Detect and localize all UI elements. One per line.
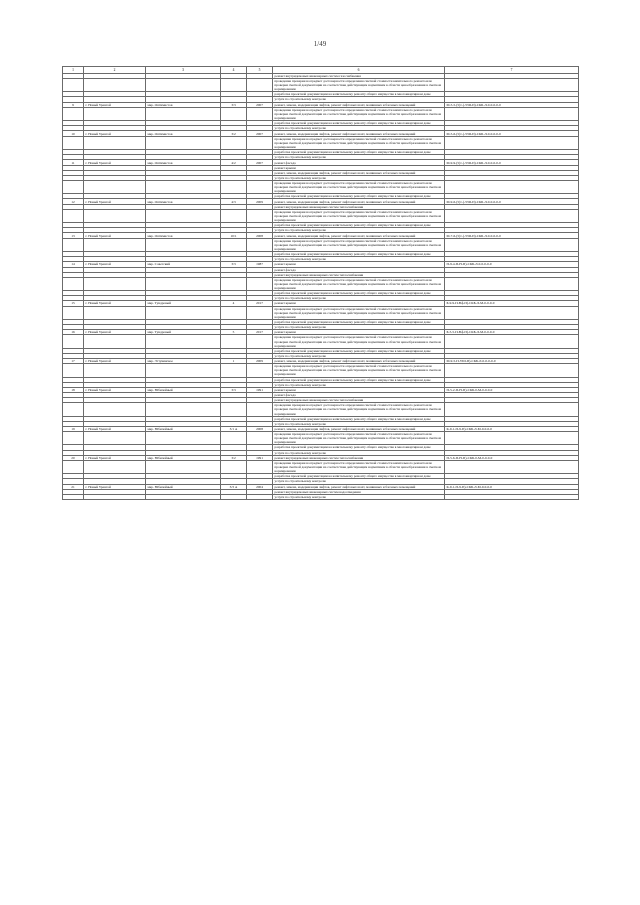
- work-type-cell: услуги по строительному контролю: [273, 155, 445, 160]
- work-type-cell: ремонт внутридомовых инженерных систем теплоснабжения: [273, 398, 445, 403]
- empty-cell: [221, 306, 247, 319]
- city-cell: г. Новый Уренгой: [84, 330, 146, 335]
- empty-cell: [146, 432, 221, 445]
- empty-cell: [221, 180, 247, 193]
- district-cell: мкр. Юбилейный: [146, 455, 221, 460]
- building-code-cell: М-5-6-(5)т-(-УШ-П)-СКБ-Л-0-0-0-0-0: [445, 131, 579, 136]
- house-number-cell: 3/3: [221, 262, 247, 267]
- work-type-cell: проведение проверки на предмет достоверности определения сметной стоимости капитального ремонта или проверки сметной документации на соответствие действующим нормативам в области ценообразования в сметном нормировании: [273, 180, 445, 193]
- district-cell: мкр. Советский: [146, 262, 221, 267]
- table-row: [63, 364, 579, 377]
- empty-cell: [84, 136, 146, 149]
- work-type-cell: услуги по строительному контролю: [273, 495, 445, 500]
- row-number-cell: 17: [63, 358, 84, 363]
- work-type-cell: разработка проектной документации на капитальному ремонту общего имущества в многоквартирном доме: [273, 92, 445, 97]
- empty-cell: [63, 432, 84, 445]
- empty-cell: [63, 306, 84, 319]
- year-cell: 1991: [247, 455, 273, 460]
- work-type-cell: ремонт внутридомовых инженерных систем газоснабжения: [273, 74, 445, 79]
- empty-cell: [146, 209, 221, 222]
- empty-cell: [84, 277, 146, 290]
- empty-cell: [146, 306, 221, 319]
- empty-cell: [84, 335, 146, 348]
- work-type-cell: ремонт фасада: [273, 393, 445, 398]
- table-header-row: [63, 67, 579, 74]
- empty-cell: [146, 335, 221, 348]
- work-type-cell: проведение проверки на предмет достоверности определения сметной стоимости капитального ремонта или проверки сметной документации на соответствие действующим нормативам в области ценообразования в сметном нормировании: [273, 364, 445, 377]
- empty-cell: [247, 136, 273, 149]
- work-type-cell: разработка проектной документации на капитальному ремонту общего имущества в многоквартирном доме: [273, 251, 445, 256]
- work-type-cell: разработка проектной документации на капитальному ремонту общего имущества в многоквартирном доме: [273, 348, 445, 353]
- empty-cell: [63, 238, 84, 251]
- year-cell: 2009: [247, 199, 273, 204]
- empty-cell: [146, 277, 221, 290]
- empty-cell: [247, 461, 273, 474]
- work-type-cell: услуги по строительному контролю: [273, 175, 445, 180]
- empty-cell: [146, 107, 221, 120]
- empty-cell: [63, 335, 84, 348]
- building-code-cell: М-5-5-(5)т-(-УШ-П)-СКБ-Л-0-0-0-0-0: [445, 102, 579, 107]
- empty-cell: [445, 107, 579, 120]
- year-cell: 2008: [247, 426, 273, 431]
- row-number-cell: 19: [63, 426, 84, 431]
- building-code-cell: М-9-5-П-УШ-П)-СКБ-Л-0-0-0-0-0: [445, 358, 579, 363]
- col-header-6: 6: [273, 67, 445, 74]
- empty-cell: [84, 495, 146, 500]
- city-cell: г. Новый Уренгой: [84, 262, 146, 267]
- empty-cell: [445, 79, 579, 92]
- empty-cell: [221, 335, 247, 348]
- work-type-cell: ремонт крыши: [273, 165, 445, 170]
- empty-cell: [445, 180, 579, 193]
- district-cell: мкр. Оптимистов: [146, 102, 221, 107]
- row-number-cell: 15: [63, 301, 84, 306]
- year-cell: 2009: [247, 358, 273, 363]
- city-cell: г. Новый Уренгой: [84, 199, 146, 204]
- house-number-cell: 5: [221, 330, 247, 335]
- row-number-cell: 20: [63, 455, 84, 460]
- building-code-cell: Б-9-9-П-Вф-П)-СКБ-Л-М-0-0-0-0: [445, 301, 579, 306]
- empty-cell: [247, 238, 273, 251]
- col-header-4: 4: [221, 67, 247, 74]
- empty-cell: [84, 238, 146, 251]
- table-row: [63, 107, 579, 120]
- table-row: [63, 403, 579, 416]
- work-type-cell: услуги по строительному контролю: [273, 324, 445, 329]
- empty-cell: [146, 238, 221, 251]
- empty-cell: [84, 403, 146, 416]
- work-type-cell: ремонт крыши: [273, 387, 445, 392]
- house-number-cell: 3/1 А: [221, 426, 247, 431]
- year-cell: 1991: [247, 387, 273, 392]
- work-type-cell: ремонт, замена, модернизация лифтов, ремонт лифтовых шахт, машинных и блочных помещений: [273, 484, 445, 489]
- row-number-cell: 21: [63, 484, 84, 489]
- work-type-cell: услуги по строительному контролю: [273, 479, 445, 484]
- empty-cell: [84, 461, 146, 474]
- year-cell: 2017: [247, 301, 273, 306]
- empty-cell: [63, 364, 84, 377]
- work-type-cell: услуги по строительному контролю: [273, 296, 445, 301]
- work-type-cell: разработка проектной документации на капитальному ремонту общего имущества в многоквартирном доме: [273, 377, 445, 382]
- empty-cell: [445, 136, 579, 149]
- work-type-cell: ремонт крыши: [273, 262, 445, 267]
- district-cell: мкр. Эгтувинское: [146, 358, 221, 363]
- empty-cell: [63, 495, 84, 500]
- empty-cell: [247, 107, 273, 120]
- col-header-1: 1: [63, 67, 84, 74]
- building-code-cell: П-9-4-П-Н-П)-СКБ-Л-0-0-0-0-0: [445, 262, 579, 267]
- work-type-cell: ремонт, замена, модернизация лифтов, ремонт лифтовых шахт, машинных и блочных помещений: [273, 102, 445, 107]
- empty-cell: [146, 461, 221, 474]
- empty-cell: [247, 209, 273, 222]
- table-row: [63, 277, 579, 290]
- empty-cell: [63, 79, 84, 92]
- row-number-cell: 14: [63, 262, 84, 267]
- city-cell: г. Новый Уренгой: [84, 358, 146, 363]
- work-type-cell: проведение проверки на предмет достоверности определения сметной стоимости капитального ремонта или проверки сметной документации на соответствие действующим нормативам в области ценообразования в сметном нормировании: [273, 136, 445, 149]
- empty-cell: [247, 403, 273, 416]
- district-cell: мкр. Оптимистов: [146, 160, 221, 165]
- year-cell: 2007: [247, 131, 273, 136]
- work-type-cell: услуги по строительному контролю: [273, 353, 445, 358]
- year-cell: 2007: [247, 102, 273, 107]
- year-cell: 2004: [247, 484, 273, 489]
- empty-cell: [221, 209, 247, 222]
- building-code-cell: П-5-2-П-Н-П)-СКБ-0-М-0-0-0-0: [445, 387, 579, 392]
- empty-cell: [63, 107, 84, 120]
- work-type-cell: ремонт, замена, модернизация лифтов, ремонт лифтовых шахт, машинных и блочных помещений: [273, 170, 445, 175]
- house-number-cell: 3/2: [221, 455, 247, 460]
- work-type-cell: проведение проверки на предмет достоверности определения сметной стоимости капитального ремонта или проверки сметной документации на соответствие действующим нормативам в области ценообразования в сметном нормировании: [273, 107, 445, 120]
- empty-cell: [221, 432, 247, 445]
- table-body: [63, 74, 579, 500]
- work-type-cell: разработка проектной документации на капитальному ремонту общего имущества в многоквартирном доме: [273, 474, 445, 479]
- city-cell: г. Новый Уренгой: [84, 455, 146, 460]
- district-cell: мкр. Оптимистов: [146, 233, 221, 238]
- work-type-cell: разработка проектной документации на капитальному ремонту общего имущества в многоквартирном доме: [273, 223, 445, 228]
- empty-cell: [146, 403, 221, 416]
- col-header-7: 7: [445, 67, 579, 74]
- work-type-cell: проведение проверки на предмет достоверности определения сметной стоимости капитального ремонта или проверки сметной документации на соответствие действующим нормативам в области ценообразования в сметном нормировании: [273, 277, 445, 290]
- city-cell: г. Новый Уренгой: [84, 387, 146, 392]
- district-cell: мкр. Оптимистов: [146, 199, 221, 204]
- empty-cell: [146, 180, 221, 193]
- work-type-cell: услуги по строительному контролю: [273, 97, 445, 102]
- empty-cell: [445, 335, 579, 348]
- district-cell: мкр. Оптимистов: [146, 131, 221, 136]
- empty-cell: [247, 432, 273, 445]
- work-type-cell: ремонт крыши: [273, 330, 445, 335]
- empty-cell: [63, 461, 84, 474]
- empty-cell: [247, 180, 273, 193]
- year-cell: 2007: [247, 160, 273, 165]
- house-number-cell: 1: [221, 358, 247, 363]
- empty-cell: [247, 306, 273, 319]
- work-type-cell: ремонт внутридомовых инженерных систем водоотведения: [273, 489, 445, 494]
- col-header-3: 3: [146, 67, 221, 74]
- work-type-cell: ремонт, замена, модернизация лифтов, ремонт лифтовых шахт, машинных и блочных помещений: [273, 426, 445, 431]
- district-cell: мкр. Юбилейный: [146, 426, 221, 431]
- empty-cell: [63, 403, 84, 416]
- empty-cell: [146, 136, 221, 149]
- row-number-cell: 11: [63, 160, 84, 165]
- work-type-cell: проведение проверки на предмет достоверности определения сметной стоимости капитального ремонта или проверки сметной документации на соответствие действующим нормативам в области ценообразования в сметном нормировании: [273, 79, 445, 92]
- district-cell: мкр. Тундровый: [146, 330, 221, 335]
- city-cell: г. Новый Уренгой: [84, 131, 146, 136]
- house-number-cell: 3/3: [221, 387, 247, 392]
- city-cell: г. Новый Уренгой: [84, 301, 146, 306]
- work-type-cell: ремонт, замена, модернизация лифтов, ремонт лифтовых шахт, машинных и блочных помещений: [273, 131, 445, 136]
- year-cell: 1987: [247, 262, 273, 267]
- work-type-cell: разработка проектной документации на капитальному ремонту общего имущества в многоквартирном доме: [273, 445, 445, 450]
- table-row: [63, 495, 579, 500]
- table-row: [63, 79, 579, 92]
- work-type-cell: ремонт внутридомовых инженерных систем теплоснабжения: [273, 272, 445, 277]
- work-type-cell: разработка проектной документации на капитальному ремонту общего имущества в многоквартирном доме: [273, 150, 445, 155]
- empty-cell: [445, 277, 579, 290]
- work-type-cell: услуги по строительному контролю: [273, 450, 445, 455]
- empty-cell: [445, 403, 579, 416]
- city-cell: г. Новый Уренгой: [84, 102, 146, 107]
- empty-cell: [63, 209, 84, 222]
- row-number-cell: 12: [63, 199, 84, 204]
- house-number-cell: 4: [221, 301, 247, 306]
- work-type-cell: проведение проверки на предмет достоверности определения сметной стоимости капитального ремонта или проверки сметной документации на соответствие действующим нормативам в области ценообразования в сметном нормировании: [273, 432, 445, 445]
- work-type-cell: ремонт фасада: [273, 267, 445, 272]
- work-type-cell: разработка проектной документации на капитальному ремонту общего имущества в многоквартирном доме: [273, 319, 445, 324]
- work-type-cell: ремонт внутридомовых инженерных систем теплоснабжения: [273, 204, 445, 209]
- district-cell: мкр. Юбилейный: [146, 387, 221, 392]
- building-code-cell: М-7-6-(5)т-(-УШ-П)-СКБ-Л-0-0-0-0-0: [445, 233, 579, 238]
- row-number-cell: 9: [63, 102, 84, 107]
- work-type-cell: ремонт, замена, модернизация лифтов, ремонт лифтовых шахт, машинных и блочных помещений: [273, 358, 445, 363]
- house-number-cell: 4/3: [221, 199, 247, 204]
- work-type-cell: разработка проектной документации на капитальному ремонту общего имущества в многоквартирном доме: [273, 194, 445, 199]
- col-header-5: 5: [247, 67, 273, 74]
- work-type-cell: услуги по строительному контролю: [273, 126, 445, 131]
- row-number-cell: 16: [63, 330, 84, 335]
- work-type-cell: проведение проверки на предмет достоверности определения сметной стоимости капитального ремонта или проверки сметной документации на соответствие действующим нормативам в области ценообразования в сметном нормировании: [273, 209, 445, 222]
- work-type-cell: услуги по строительному контролю: [273, 257, 445, 262]
- row-number-cell: 10: [63, 131, 84, 136]
- building-code-cell: М-9-6-(5)т-(-УШ-П)-СКБ-Л-0-0-0-0-0: [445, 199, 579, 204]
- row-number-cell: 13: [63, 233, 84, 238]
- city-cell: г. Новый Уренгой: [84, 233, 146, 238]
- work-type-cell: разработка проектной документации на капитальному ремонту общего имущества в многоквартирном доме: [273, 416, 445, 421]
- empty-cell: [63, 136, 84, 149]
- work-type-cell: разработка проектной документации на капитальному ремонту общего имущества в многоквартирном доме: [273, 291, 445, 296]
- table-row: [63, 180, 579, 193]
- empty-cell: [247, 79, 273, 92]
- empty-cell: [247, 335, 273, 348]
- work-type-cell: проведение проверки на предмет достоверности определения сметной стоимости капитального ремонта или проверки сметной документации на соответствие действующим нормативам в области ценообразования в сметном нормировании: [273, 335, 445, 348]
- empty-cell: [84, 79, 146, 92]
- building-code-cell: П-5-6-П-Н-П)-СКБ-0-М-0-0-0-0: [445, 455, 579, 460]
- building-code-cell: М-9-9-(5)т-(-УШ-П)-СКБ-Л-0-0-0-0-0: [445, 160, 579, 165]
- work-type-cell: ремонт внутридомовых инженерных систем теплоснабжения: [273, 455, 445, 460]
- work-type-cell: ремонт, замена, модернизация лифтов, ремонт лифтовых шахт, машинных и блочных помещений: [273, 199, 445, 204]
- empty-cell: [445, 495, 579, 500]
- empty-cell: [221, 79, 247, 92]
- city-cell: г. Новый Уренгой: [84, 426, 146, 431]
- work-type-cell: ремонт крыши: [273, 301, 445, 306]
- empty-cell: [221, 403, 247, 416]
- table-row: [63, 136, 579, 149]
- row-number-cell: 18: [63, 387, 84, 392]
- empty-cell: [63, 277, 84, 290]
- empty-cell: [84, 432, 146, 445]
- empty-cell: [84, 306, 146, 319]
- house-number-cell: 3/3 А: [221, 484, 247, 489]
- empty-cell: [221, 238, 247, 251]
- empty-cell: [221, 495, 247, 500]
- empty-cell: [221, 364, 247, 377]
- house-number-cell: 10/1: [221, 233, 247, 238]
- empty-cell: [445, 238, 579, 251]
- work-type-cell: проведение проверки на предмет достоверности определения сметной стоимости капитального ремонта или проверки сметной документации на соответствие действующим нормативам в области ценообразования в сметном нормировании: [273, 306, 445, 319]
- house-number-cell: 4/2: [221, 160, 247, 165]
- empty-cell: [445, 432, 579, 445]
- page-number: 1/49: [313, 40, 327, 48]
- work-type-cell: услуги по строительному контролю: [273, 421, 445, 426]
- work-type-cell: проведение проверки на предмет достоверности определения сметной стоимости капитального ремонта или проверки сметной документации на соответствие действующим нормативам в области ценообразования в сметном нормировании: [273, 403, 445, 416]
- table-row: [63, 335, 579, 348]
- work-type-cell: проведение проверки на предмет достоверности определения сметной стоимости капитального ремонта или проверки сметной документации на соответствие действующим нормативам в области ценообразования в сметном нормировании: [273, 461, 445, 474]
- col-header-2: 2: [84, 67, 146, 74]
- table-row: [63, 461, 579, 474]
- building-code-cell: К-9-1-П-9-П)-СКБ-Л-М-0-0-0-0: [445, 484, 579, 489]
- table-row: [63, 238, 579, 251]
- work-type-cell: разработка проектной документации на капитальному ремонту общего имущества в многоквартирном доме: [273, 121, 445, 126]
- work-type-cell: услуги по строительному контролю: [273, 228, 445, 233]
- capital-repair-table: [62, 66, 579, 500]
- empty-cell: [63, 180, 84, 193]
- empty-cell: [445, 364, 579, 377]
- empty-cell: [247, 277, 273, 290]
- work-type-cell: услуги по строительному контролю: [273, 382, 445, 387]
- empty-cell: [146, 495, 221, 500]
- empty-cell: [84, 364, 146, 377]
- empty-cell: [84, 107, 146, 120]
- work-type-cell: ремонт, замена, модернизация лифтов, ремонт лифтовых шахт, машинных и блочных помещений: [273, 233, 445, 238]
- empty-cell: [247, 364, 273, 377]
- work-type-cell: ремонт фасада: [273, 160, 445, 165]
- empty-cell: [84, 209, 146, 222]
- city-cell: г. Новый Уренгой: [84, 160, 146, 165]
- empty-cell: [146, 79, 221, 92]
- year-cell: 2008: [247, 233, 273, 238]
- house-number-cell: 3/3: [221, 102, 247, 107]
- table-row: [63, 306, 579, 319]
- empty-cell: [221, 136, 247, 149]
- empty-cell: [221, 461, 247, 474]
- building-code-cell: Б-5-5-П-Вф-П)-СКБ-Л-М-0-0-0-0: [445, 330, 579, 335]
- empty-cell: [445, 209, 579, 222]
- house-number-cell: 3/2: [221, 131, 247, 136]
- empty-cell: [221, 277, 247, 290]
- table-row: [63, 432, 579, 445]
- empty-cell: [445, 461, 579, 474]
- empty-cell: [84, 180, 146, 193]
- empty-cell: [146, 364, 221, 377]
- empty-cell: [221, 107, 247, 120]
- district-cell: мкр. Тундровый: [146, 301, 221, 306]
- table-row: [63, 209, 579, 222]
- empty-cell: [445, 306, 579, 319]
- empty-cell: [247, 495, 273, 500]
- building-code-cell: К-9-1-П-9-П)-СКБ-Л-М-0-0-0-0: [445, 426, 579, 431]
- work-type-cell: проведение проверки на предмет достоверности определения сметной стоимости капитального ремонта или проверки сметной документации на соответствие действующим нормативам в области ценообразования в сметном нормировании: [273, 238, 445, 251]
- city-cell: г. Новый Уренгой: [84, 484, 146, 489]
- year-cell: 2017: [247, 330, 273, 335]
- district-cell: мкр. Юбилейный: [146, 484, 221, 489]
